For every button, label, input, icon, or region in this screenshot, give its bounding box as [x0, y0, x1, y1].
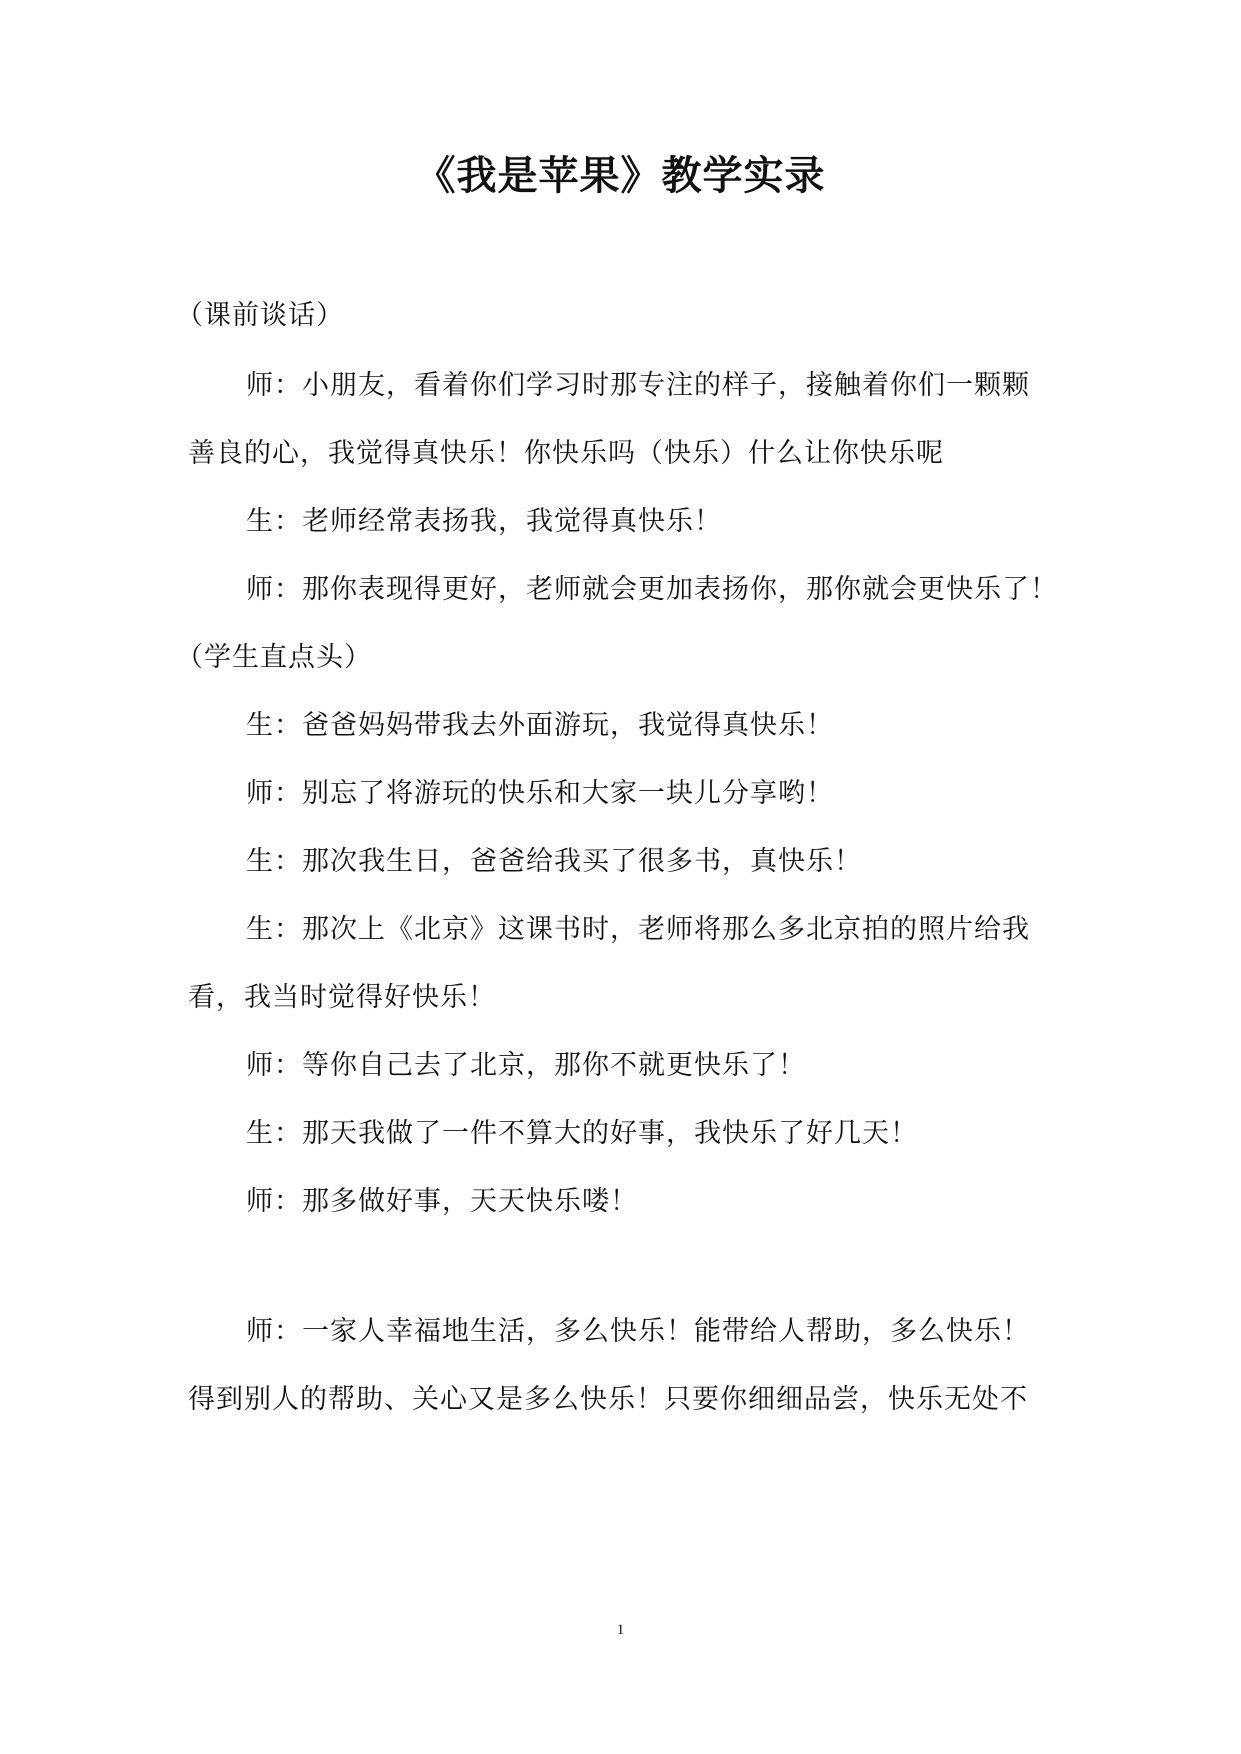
paragraph-line: 师：一家人幸福地生活，多么快乐！能带给人帮助，多么快乐！ — [246, 1316, 1030, 1347]
paragraph-line: （课前谈话） — [176, 300, 344, 331]
paragraph-line: （学生直点头） — [176, 642, 372, 673]
paragraph-line: 师：等你自己去了北京，那你不就更快乐了！ — [246, 1050, 806, 1081]
paragraph-line: 生：爸爸妈妈带我去外面游玩，我觉得真快乐！ — [246, 710, 834, 741]
paragraph-line: 生：那天我做了一件不算大的好事，我快乐了好几天！ — [246, 1118, 918, 1149]
document-title: 《我是苹果》教学实录 — [415, 152, 826, 199]
paragraph-line: 生：那次我生日，爸爸给我买了很多书，真快乐！ — [246, 846, 862, 877]
paragraph-line: 生：老师经常表扬我，我觉得真快乐！ — [246, 506, 722, 537]
paragraph-line: 师：别忘了将游玩的快乐和大家一块儿分享哟！ — [246, 778, 834, 809]
paragraph-line: 得到别人的帮助、关心又是多么快乐！只要你细细品尝，快乐无处不 — [188, 1384, 1028, 1415]
page-number: 1 — [616, 1622, 625, 1638]
paragraph-line: 看，我当时觉得好快乐！ — [188, 982, 496, 1013]
paragraph-line: 生：那次上《北京》这课书时，老师将那么多北京拍的照片给我 — [246, 914, 1030, 945]
paragraph-line: 师：那多做好事，天天快乐喽！ — [246, 1186, 638, 1217]
paragraph-line: 善良的心，我觉得真快乐！你快乐吗（快乐）什么让你快乐呢 — [188, 438, 944, 469]
paragraph-line: 师：小朋友，看着你们学习时那专注的样子，接触着你们一颗颗 — [246, 370, 1030, 401]
paragraph-line: 师：那你表现得更好，老师就会更加表扬你，那你就会更快乐了！ — [246, 574, 1058, 605]
